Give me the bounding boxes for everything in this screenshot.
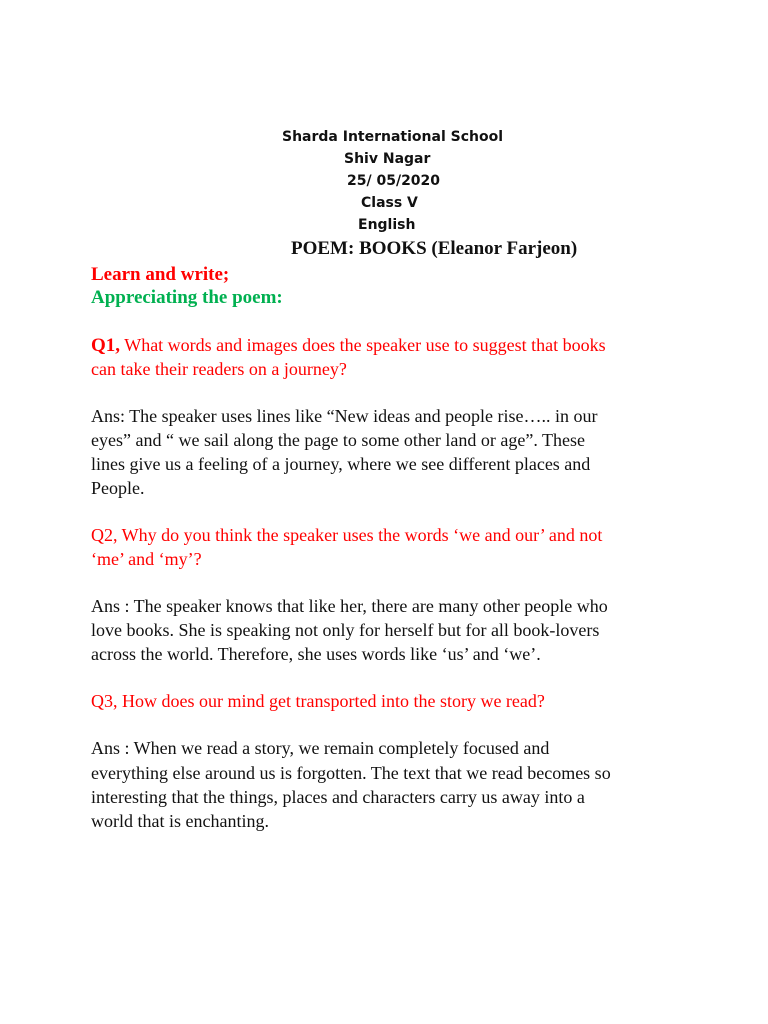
q3-answer-line-1: Ans : When we read a story, we remain completely focused and [91,738,550,758]
q2-line-2: ‘me’ and ‘my’? [91,549,202,569]
q2-answer-line-3: across the world. Therefore, she uses words like ‘us’ and ‘we’. [91,644,541,664]
q1-answer-line-1: Ans: The speaker uses lines like “New ideas and people rise….. in our [91,406,598,426]
poem-title: POEM: BOOKS (Eleanor Farjeon) [291,238,578,259]
q1-answer-line-4: People. [91,478,145,498]
school-name: Sharda International School [282,129,504,145]
q1-label: Q1, [91,335,121,356]
q2-answer-line-1: Ans : The speaker knows that like her, there are many other people who [91,596,608,616]
document-date: 25/ 05/2020 [347,173,441,189]
q3-answer-line-3: interesting that the things, places and characters carry us away into a [91,787,585,807]
q2-answer-line-2: love books. She is speaking not only for herself but for all book-lovers [91,620,600,640]
class-label: Class V [361,195,418,211]
q1-answer-line-2: eyes” and “ we sail along the page to some other land or age”. These [91,430,585,450]
school-location: Shiv Nagar [344,151,431,167]
q1-line-1 [91,333,606,358]
learn-heading: Learn and write; [91,264,230,285]
q1-text-1: What words and images does the speaker use to suggest that books [120,335,606,355]
appreciate-heading: Appreciating the poem: [91,287,283,308]
q1-line-2: can take their readers on a journey? [91,359,347,379]
q1-answer-line-3: lines give us a feeling of a journey, where we see different places and [91,454,591,474]
q3-line-1: Q3, How does our mind get transported into the story we read? [91,691,545,711]
subject-label: English [358,217,416,233]
q3-answer-line-2: everything else around us is forgotten. The text that we read becomes so [91,763,611,783]
q3-answer-line-4: world that is enchanting. [91,811,269,831]
q2-line-1: Q2, Why do you think the speaker uses the words ‘we and our’ and not [91,525,603,545]
